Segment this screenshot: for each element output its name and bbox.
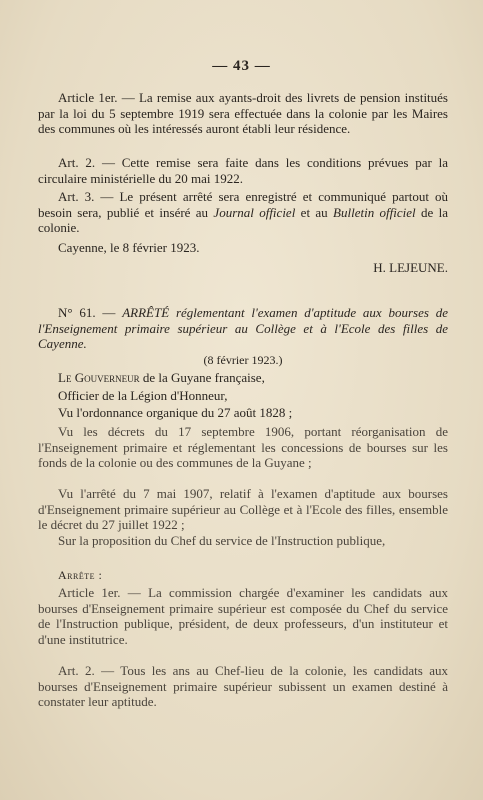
article-3-text-a: Art. 3. — Le présent arrêté sera enregistré et communiqué partout où besoin sera, publié et inséré au xyxy=(38,189,448,220)
article-3-text-b: et au xyxy=(295,204,334,220)
article-1-paragraph: Article 1er. — La remise aux ayants-droit des livrets de pension institués par la loi du 5 septembre 1919 sera effectuée dans la colonie par les Maires des communes où les intéressés auront établi leur résidence. xyxy=(38,90,448,136)
decree-title: ARRÊTÉ réglementant l'examen d'aptitude aux bourses de l'Enseignement primaire supérieur au Collège et à l'Ecole des filles de Cayenne. xyxy=(38,305,448,351)
decree-date: (8 février 1923.) xyxy=(203,353,283,367)
bulletin-officiel-ref: Bulletin officiel xyxy=(333,204,416,220)
governor-line xyxy=(38,370,448,386)
journal-officiel-ref: Journal officiel xyxy=(213,204,296,220)
decree-number: N° 61. — xyxy=(58,305,123,320)
governor-rest: de la Guyane française, xyxy=(139,370,265,385)
vu-decrets: Vu les décrets du 17 septembre 1906, portant réorganisation de l'Enseignement primaire et réglementant les concessions de bourses sur les fonds de la colonie ou des communes de la Guyane ; xyxy=(38,424,448,470)
vu-ordonnance: Vu l'ordonnance organique du 27 août 1828 ; xyxy=(58,405,293,420)
signature: H. LEJEUNE. xyxy=(373,260,448,275)
officer-line: Officier de la Légion d'Honneur, xyxy=(58,388,228,403)
new-article-2: Art. 2. — Tous les ans au Chef-lieu de la colonie, les candidats aux bourses d'Enseignement primaire supérieur subissent un examen destiné à constater leur aptitude. xyxy=(38,663,448,709)
new-article-1: Article 1er. — La commission chargée d'examiner les candidats aux bourses d'Enseignement primaire supérieur est composée du Chef du service de l'Instruction publique, président, de deux professeurs, d'un instituteur et d'une institutrice. xyxy=(38,585,448,647)
article-3-text-c: de la colonie. xyxy=(38,204,449,235)
proposal-paragraph: Sur la proposition du Chef du service de l'Instruction publique, xyxy=(58,533,386,548)
place-date: Cayenne, le 8 février 1923. xyxy=(58,240,200,255)
arrete-heading: Arrête : xyxy=(58,568,103,582)
vu-arrete: Vu l'arrêté du 7 mai 1907, relatif à l'examen d'aptitude aux bourses d'Enseignement primaire supérieur au Collège et à l'Ecole des filles, ensemble le décret du 27 juillet 1922 ; xyxy=(38,486,448,532)
decree-heading xyxy=(38,305,448,352)
page-number: — 43 — xyxy=(212,58,271,74)
article-2-paragraph: Art. 2. — Cette remise sera faite dans les conditions prévues par la circulaire ministérielle du 20 mai 1922. xyxy=(38,155,448,186)
article-3-paragraph xyxy=(38,189,448,236)
governor-title: Le Gouverneur xyxy=(58,370,140,385)
